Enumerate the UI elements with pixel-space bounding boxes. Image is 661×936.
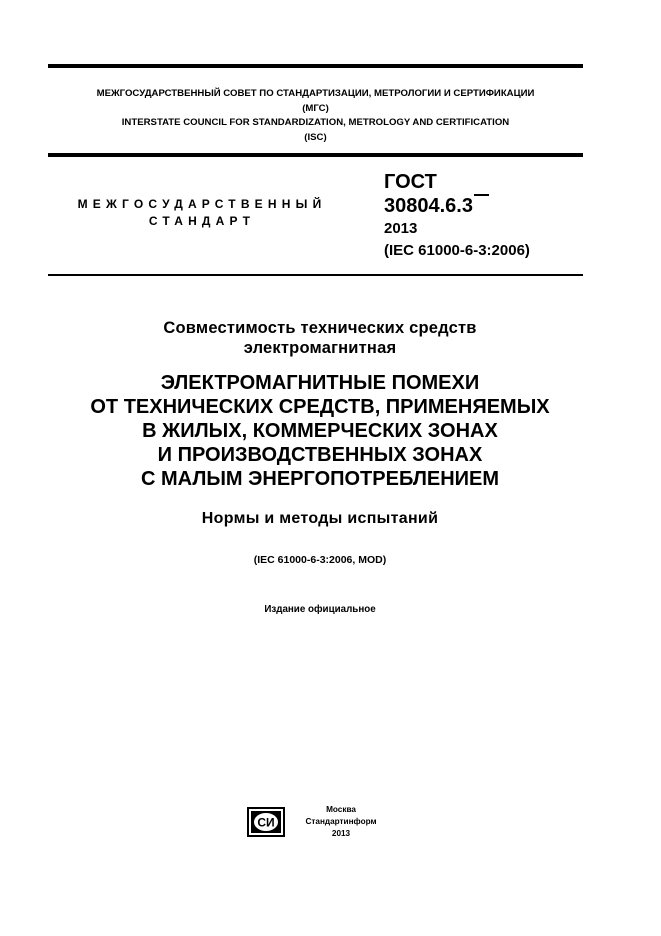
main-title xyxy=(20,371,620,491)
council-name-en: INTERSTATE COUNCIL FOR STANDARDIZATION, METROLOGY AND CERTIFICATION xyxy=(121,117,510,128)
imprint-year: 2013 xyxy=(331,829,351,838)
standard-type-label xyxy=(72,196,332,230)
gost-year: 2013 xyxy=(384,220,418,237)
council-name-ru: МЕЖГОСУДАРСТВЕННЫЙ СОВЕТ ПО СТАНДАРТИЗАЦИИ, МЕТРОЛОГИИ И СЕРТИФИКАЦИИ xyxy=(96,88,535,99)
gost-number-line xyxy=(384,194,530,218)
standard-type-line2: СТАНДАРТ xyxy=(148,214,256,228)
dash-mark xyxy=(474,194,489,196)
council-abbr-en: (ISC) xyxy=(304,131,327,143)
compatibility-line2: электромагнитная xyxy=(243,339,397,357)
imprint-city: Москва xyxy=(326,805,356,814)
logo-text: СИ xyxy=(257,815,275,830)
compatibility-title xyxy=(20,318,620,358)
main-title-line5: С МАЛЫМ ЭНЕРГОПОТРЕБЛЕНИЕМ xyxy=(140,468,500,490)
top-rule xyxy=(48,64,583,68)
standard-type-line1: МЕЖГОСУДАРСТВЕННЫЙ xyxy=(77,197,327,211)
subtitle-norms: Нормы и методы испытаний xyxy=(201,510,439,527)
gost-number: 30804.6.3 xyxy=(384,195,473,217)
council-abbr-ru: (МГС) xyxy=(302,102,329,114)
publisher-imprint xyxy=(296,804,386,840)
iec-mod-reference: (IEC 61000-6-3:2006, MOD) xyxy=(253,554,387,566)
header-rule xyxy=(48,153,583,157)
main-title-line1: ЭЛЕКТРОМАГНИТНЫЕ ПОМЕХИ xyxy=(160,372,480,394)
main-title-line3: В ЖИЛЫХ, КОММЕРЧЕСКИХ ЗОНАХ xyxy=(142,420,498,442)
edition-label: Издание официальное xyxy=(264,604,376,615)
gost-title: ГОСТ xyxy=(384,171,437,193)
main-title-line2: ОТ ТЕХНИЧЕСКИХ СРЕДСТВ, ПРИМЕНЯЕМЫХ xyxy=(90,396,550,418)
compatibility-line1: Совместимость технических средств xyxy=(163,319,477,337)
gost-iec-reference: (IEC 61000-6-3:2006) xyxy=(384,242,530,259)
gost-designation xyxy=(384,170,530,262)
imprint-publisher: Стандартинформ xyxy=(305,817,377,826)
council-header xyxy=(48,87,583,145)
main-title-line4: И ПРОИЗВОДСТВЕННЫХ ЗОНАХ xyxy=(157,444,483,466)
standartinform-logo-icon xyxy=(247,807,285,837)
designation-rule xyxy=(48,274,583,276)
